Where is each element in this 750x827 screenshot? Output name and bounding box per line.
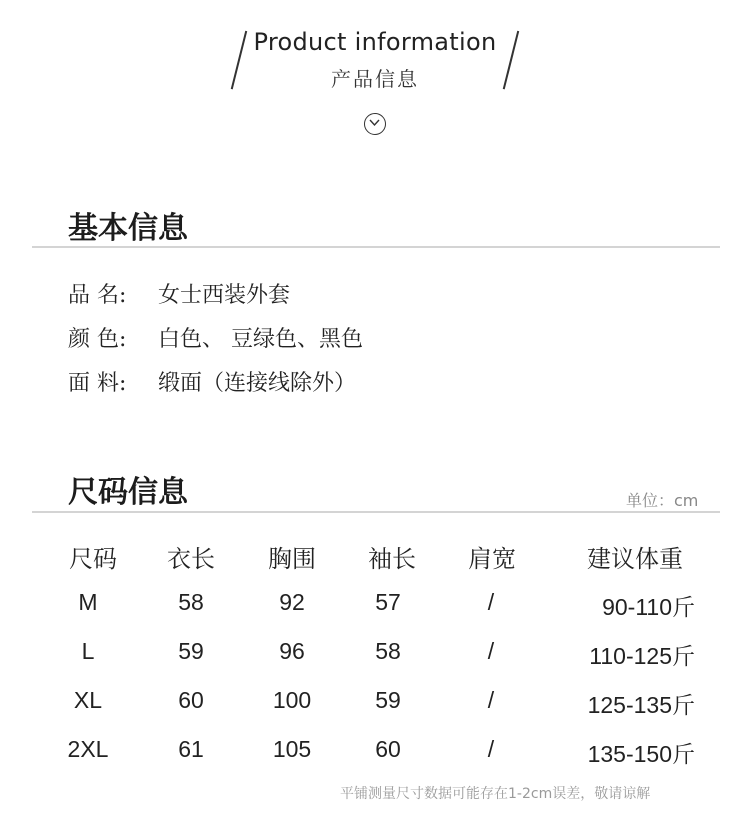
table-cell: 92 bbox=[279, 589, 305, 615]
table-cell: 58 bbox=[178, 589, 204, 615]
table-cell: 57 bbox=[375, 589, 401, 615]
size-info-divider bbox=[32, 511, 720, 513]
table-cell: 60 bbox=[178, 687, 204, 713]
info-label: 颜 色: bbox=[68, 327, 127, 352]
table-cell: 59 bbox=[178, 638, 204, 664]
table-cell: 61 bbox=[178, 736, 204, 762]
table-cell: 60 bbox=[375, 736, 401, 762]
size-info-title: 尺码信息 bbox=[68, 475, 188, 510]
table-cell: 96 bbox=[279, 638, 305, 664]
info-row-fabric bbox=[68, 366, 356, 397]
info-label: 面 料: bbox=[68, 371, 127, 396]
info-value: 缎面（连接线除外） bbox=[158, 371, 357, 396]
col-header: 袖长 bbox=[368, 545, 416, 573]
table-cell: / bbox=[487, 638, 495, 664]
table-cell: 125-135斤 bbox=[587, 692, 695, 718]
col-header: 建议体重 bbox=[587, 545, 683, 573]
info-label: 品 名: bbox=[68, 283, 127, 308]
table-cell: / bbox=[487, 736, 495, 762]
info-value: 白色、 豆绿色、黑色 bbox=[158, 327, 363, 352]
table-cell: 110-125斤 bbox=[589, 643, 695, 669]
table-cell: 58 bbox=[375, 638, 401, 664]
header-title-en: Product information bbox=[253, 28, 497, 56]
info-value: 女士西装外套 bbox=[158, 283, 291, 308]
col-header: 衣长 bbox=[167, 545, 215, 573]
chevron-down-icon bbox=[364, 113, 386, 135]
unit-label: 单位：cm bbox=[626, 491, 699, 510]
table-cell: L bbox=[81, 638, 95, 664]
header-title-cn: 产品信息 bbox=[331, 67, 419, 91]
table-cell: / bbox=[487, 589, 495, 615]
table-cell: 105 bbox=[272, 736, 312, 762]
table-cell: 135-150斤 bbox=[587, 741, 695, 767]
measurement-note: 平铺测量尺寸数据可能存在1-2cm误差，敬请谅解 bbox=[340, 786, 651, 802]
table-cell: / bbox=[487, 687, 495, 713]
table-cell: 100 bbox=[272, 687, 312, 713]
info-row-color bbox=[68, 322, 363, 353]
col-header: 胸围 bbox=[268, 545, 316, 573]
basic-info-title: 基本信息 bbox=[68, 211, 188, 246]
table-cell: M bbox=[78, 589, 98, 615]
basic-info-divider bbox=[32, 246, 720, 248]
col-header: 肩宽 bbox=[468, 545, 516, 573]
col-header: 尺码 bbox=[69, 545, 117, 573]
table-cell: 2XL bbox=[67, 736, 109, 762]
table-cell: 59 bbox=[375, 687, 401, 713]
info-row-name bbox=[68, 278, 290, 309]
table-cell: 90-110斤 bbox=[602, 594, 695, 620]
table-cell: XL bbox=[73, 687, 103, 713]
